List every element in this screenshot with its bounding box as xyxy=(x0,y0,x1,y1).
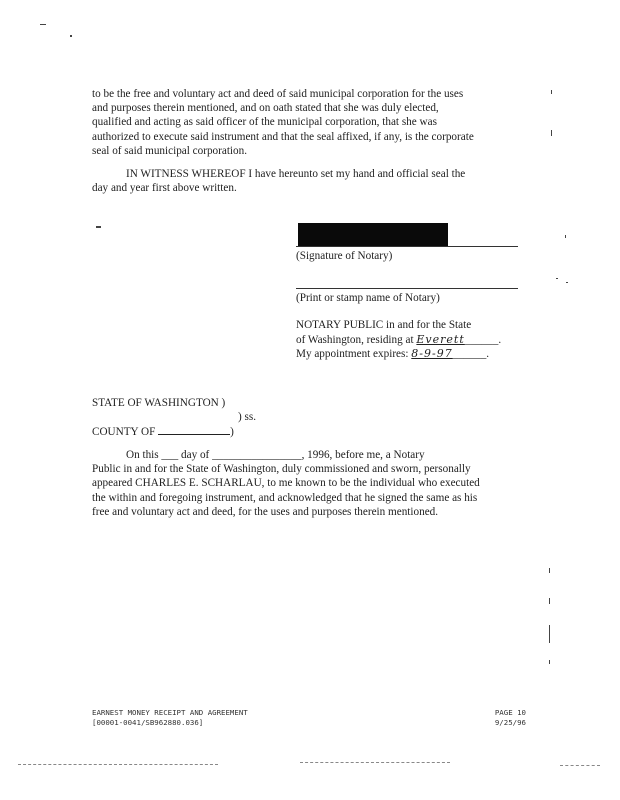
signature-line xyxy=(296,246,518,247)
footer-left xyxy=(92,708,248,728)
acknowledgment-top-paragraph xyxy=(92,87,512,158)
redacted-signature xyxy=(298,223,448,247)
venue-county xyxy=(92,425,234,438)
acknowledgment-bottom-line: free and voluntary act and deed, for the uses and purposes therein mentioned. xyxy=(92,505,439,518)
scan-mark xyxy=(96,226,101,228)
witness-paragraph xyxy=(92,167,512,195)
footer-document-id: [00001-0041/SB962880.036] xyxy=(92,718,204,727)
acknowledgment-bottom-line: Public in and for the State of Washington, duly commissioned and sworn, personally xyxy=(92,463,471,476)
acknowledgment-bottom-paragraph xyxy=(92,448,522,519)
acknowledgment-top-line: to be the free and voluntary act and deed of said municipal corporation for the uses xyxy=(92,88,464,100)
notary-public-line: NOTARY PUBLIC in and for the State xyxy=(296,319,472,331)
county-suffix: ) xyxy=(230,426,234,438)
witness-line: day and year first above written. xyxy=(92,182,237,195)
print-name-line xyxy=(296,288,518,289)
venue-ss: ) ss. xyxy=(238,411,257,423)
scan-mark xyxy=(549,625,550,643)
acknowledgment-bottom-line: On this ___ day of ________________, 1996, before me, a Notary xyxy=(126,449,425,461)
footer-right xyxy=(488,708,526,728)
scan-mark xyxy=(551,90,552,94)
venue-state: STATE OF WASHINGTON ) xyxy=(92,397,226,409)
acknowledgment-top-line: authorized to execute said instrument and that the seal affixed, if any, is the corporate xyxy=(92,130,474,143)
acknowledgment-bottom-line: appeared CHARLES E. SCHARLAU, to me known to be the individual who executed xyxy=(92,477,480,490)
scan-edge-line xyxy=(300,762,450,763)
print-name-label: (Print or stamp name of Notary) xyxy=(296,292,440,304)
footer-document-title: EARNEST MONEY RECEIPT AND AGREEMENT xyxy=(92,708,248,717)
scan-mark xyxy=(566,282,568,283)
acknowledgment-top-line: qualified and acting as said officer of the municipal corporation, that she was xyxy=(92,116,437,129)
acknowledgment-bottom-line: the within and foregoing instrument, and acknowledged that he signed the same as his xyxy=(92,491,478,504)
residing-value: Everett xyxy=(416,333,465,346)
signature-label: (Signature of Notary) xyxy=(296,250,393,262)
expires-period: ______. xyxy=(452,348,490,360)
scan-mark xyxy=(549,568,550,573)
notary-expires-line xyxy=(296,347,489,360)
county-blank xyxy=(158,425,230,435)
footer-page-number: PAGE 10 xyxy=(494,708,526,717)
scan-mark xyxy=(565,235,566,238)
notary-residing-line xyxy=(296,333,501,346)
residing-period: ______. xyxy=(464,334,502,346)
acknowledgment-top-line: seal of said municipal corporation. xyxy=(92,144,248,157)
acknowledgment-top-line: and purposes therein mentioned, and on oath stated that she was duly elected, xyxy=(92,102,439,115)
scan-mark xyxy=(551,130,552,136)
expires-value: 8-9-97 xyxy=(411,347,453,360)
scan-mark xyxy=(549,598,550,604)
scan-edge-line xyxy=(18,764,218,765)
footer-date: 9/25/96 xyxy=(494,718,526,727)
scan-mark xyxy=(70,35,72,37)
residing-prefix: of Washington, residing at xyxy=(296,334,414,346)
scan-mark xyxy=(556,278,558,279)
scan-edge-line xyxy=(560,765,600,766)
scan-mark xyxy=(549,660,550,664)
expires-prefix: My appointment expires: xyxy=(296,348,409,360)
witness-line: IN WITNESS WHEREOF I have hereunto set my hand and official seal the xyxy=(126,168,466,180)
scan-mark xyxy=(40,24,46,25)
county-prefix: COUNTY OF xyxy=(92,426,156,438)
